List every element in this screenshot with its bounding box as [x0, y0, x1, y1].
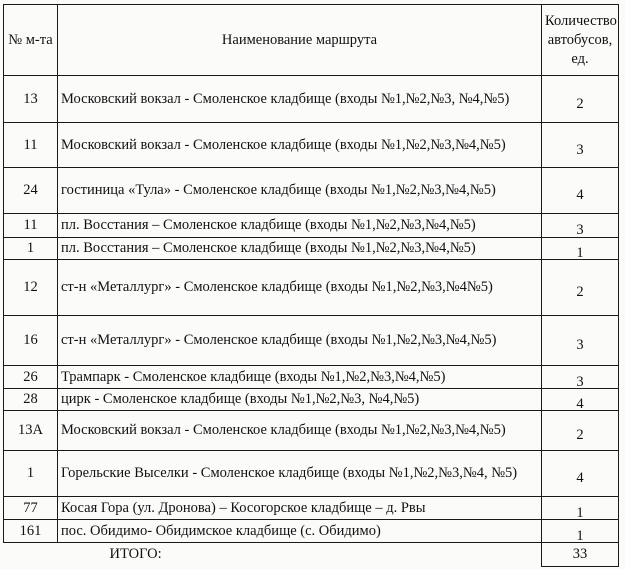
bus-count: [542, 497, 619, 520]
bus-count: [542, 123, 619, 168]
route-name: Московский вокзал - Смоленское кладбище (входы №1,№2,№3,№4,№5): [58, 123, 542, 168]
bus-count: [542, 411, 619, 451]
route-number: 161: [4, 520, 58, 543]
route-name: Трампарк - Смоленское кладбище (входы №1,№2,№3,№4,№5): [58, 366, 542, 389]
route-number: 1: [4, 451, 58, 497]
table-row: [4, 411, 619, 451]
table-row: [4, 214, 619, 238]
table-row: [4, 238, 619, 260]
bus-count-value: 4: [576, 187, 584, 203]
table-header-row: [4, 5, 619, 76]
bus-count: [542, 76, 619, 123]
table-row: [4, 260, 619, 316]
bus-count-value: 3: [576, 337, 584, 353]
route-name: цирк - Смоленское кладбище (входы №1,№2,№3, №4,№5): [58, 389, 542, 411]
bus-count-value: 1: [576, 245, 584, 261]
route-number: 11: [4, 123, 58, 168]
bus-count: [542, 451, 619, 497]
table-row: [4, 520, 619, 543]
table-row: [4, 316, 619, 366]
route-number: 28: [4, 389, 58, 411]
bus-count-value: 1: [576, 504, 584, 521]
bus-count: [542, 366, 619, 389]
bus-count-value: 2: [576, 427, 584, 443]
route-number: 12: [4, 260, 58, 316]
route-name: пл. Восстания – Смоленское кладбище (входы №1,№2,№3,№4,№5): [58, 238, 542, 260]
route-name: Косая Гора (ул. Дронова) – Косогорское кладбище – д. Рвы: [58, 497, 542, 520]
header-route-number: № м-та: [4, 5, 58, 76]
bus-count-value: 3: [576, 373, 584, 390]
bus-count: [542, 316, 619, 366]
route-number: 77: [4, 497, 58, 520]
total-count: 33: [542, 543, 619, 567]
route-name: пл. Восстания – Смоленское кладбище (входы №1,№2,№3,№4,№5): [58, 214, 542, 238]
table-row: [4, 389, 619, 411]
bus-count-value: 4: [576, 396, 584, 412]
table-row: [4, 497, 619, 520]
route-name: гостиница «Тула» - Смоленское кладбище (входы №1,№2,№3,№4,№5): [58, 168, 542, 214]
bus-count-value: 2: [576, 95, 584, 112]
route-number: 24: [4, 168, 58, 214]
table-row: [4, 123, 619, 168]
bus-count-value: 3: [576, 222, 584, 238]
bus-count-value: 4: [576, 470, 584, 486]
total-spacer: [4, 543, 58, 567]
bus-count-value: 2: [576, 284, 584, 300]
route-number: 11: [4, 214, 58, 238]
route-name: пос. Обидимо- Обидимское кладбище (с. Обидимо): [58, 520, 542, 543]
route-name: ст-н «Металлург» - Смоленское кладбище (входы №1,№2,№3,№4№5): [58, 260, 542, 316]
total-label: ИТОГО:: [58, 543, 542, 567]
header-route-name: Наименование маршрута: [58, 5, 542, 76]
route-number: 13: [4, 76, 58, 123]
routes-table: [3, 4, 619, 567]
total-row: [4, 543, 619, 567]
route-number: 1: [4, 238, 58, 260]
route-name: Горельские Выселки - Смоленское кладбище (входы №1,№2,№3,№4, №5): [58, 451, 542, 497]
header-bus-count: Количество автобусов, ед.: [542, 5, 619, 76]
bus-count-value: 3: [576, 141, 584, 158]
table-row: [4, 451, 619, 497]
bus-count: [542, 520, 619, 543]
bus-count: [542, 238, 619, 260]
bus-count: [542, 260, 619, 316]
route-name: ст-н «Металлург» - Смоленское кладбище (входы №1,№2,№3,№4,№5): [58, 316, 542, 366]
route-name: Московский вокзал - Смоленское кладбище (входы №1,№2,№3,№4,№5): [58, 411, 542, 451]
bus-count: [542, 389, 619, 411]
bus-count-value: 1: [576, 527, 584, 544]
route-number: 13А: [4, 411, 58, 451]
bus-count: [542, 214, 619, 238]
bus-count: [542, 168, 619, 214]
route-number: 26: [4, 366, 58, 389]
table-row: [4, 168, 619, 214]
route-number: 16: [4, 316, 58, 366]
route-name: Московский вокзал - Смоленское кладбище (входы №1,№2,№3, №4,№5): [58, 76, 542, 123]
table-row: [4, 366, 619, 389]
table-row: [4, 76, 619, 123]
